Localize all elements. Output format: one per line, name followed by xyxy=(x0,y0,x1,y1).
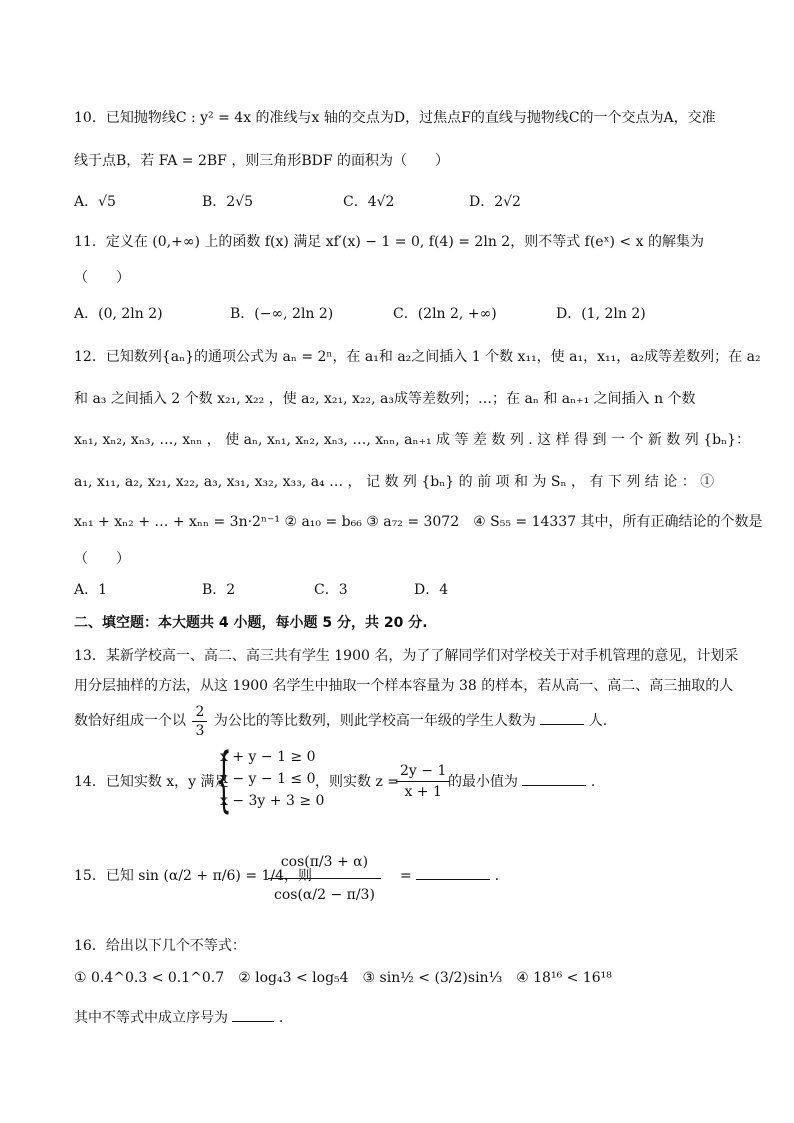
q15-frac-den: cos(α/2 − π/3) xyxy=(274,887,375,903)
q15-post-text: = xyxy=(400,868,412,884)
q12-option-a: A．1 xyxy=(74,582,108,598)
q15-post xyxy=(400,866,499,886)
q10-option-a: A．√5 xyxy=(74,194,116,210)
q14-ineq-2: x − y − 1 ≤ 0 xyxy=(220,771,316,787)
q10-line2: 线于点B，若 FA = 2BF ，则三角形BDF 的面积为（ ） xyxy=(74,153,450,169)
q10-option-b: B．2√5 xyxy=(202,194,254,210)
q10-line1: 10．已知抛物线C : y² = 4x 的准线与x 轴的交点为D，过焦点F的直线与抛物线C的一个交点为A，交准 xyxy=(74,110,716,126)
q12-line4: a₁, x₁₁, a₂, x₂₁, x₂₂, a₃, x₃₁, x₃₂, x₃₃, a₄ … ， 记 数 列 {bₙ} 的 前 项 和 为 Sₙ ， 有 下 列 结 论 ： ① xyxy=(74,474,715,490)
q14-pre: 14．已知实数 x，y 满足 xyxy=(74,774,229,790)
q14-post xyxy=(448,772,595,792)
q14-post-text: 的最小值为 xyxy=(448,774,518,790)
q13-fraction xyxy=(192,703,207,740)
q11-option-b: B．(−∞, 2ln 2) xyxy=(230,306,334,322)
q12-line6: （ ） xyxy=(74,551,130,567)
q13-line3-end: 人. xyxy=(588,713,608,729)
q14-system xyxy=(220,746,324,812)
q14-frac-num: 2y − 1 xyxy=(396,761,450,782)
q13-line3-pre: 数恰好组成一个以 xyxy=(74,713,186,729)
q13-answer-blank[interactable] xyxy=(540,724,584,725)
q14-fraction xyxy=(396,761,450,802)
q15-fraction xyxy=(268,846,381,911)
q16-line2: ① 0.4^0.3 < 0.1^0.7 ② log₄3 < log₅4 ③ sin½ < (3/2)sin⅓ ④ 18¹⁶ < 16¹⁸ xyxy=(74,970,612,986)
q14-ineq-1: x + y − 1 ≥ 0 xyxy=(220,749,316,765)
q12-option-b: B．2 xyxy=(202,582,236,598)
section-heading: 二、填空题：本大题共 4 小题，每小题 5 分，共 20 分. xyxy=(74,615,428,631)
q15-eq: = 1/4，则 xyxy=(245,868,313,884)
q15-frac-num: cos(π/3 + α) xyxy=(268,846,381,879)
q12-option-d: D．4 xyxy=(414,582,449,598)
q12-option-c: C．3 xyxy=(314,582,348,598)
q10-option-d: D．2√2 xyxy=(469,194,521,210)
q12-line3: xₙ₁, xₙ₂, xₙ₃, …, xₙₙ ， 使 aₙ, xₙ₁, xₙ₂, xₙ₃, …, xₙₙ, aₙ₊₁ 成 等 差 数 列 . 这 样 得 到 一 个 新 数 列 {bₙ}： xyxy=(74,432,751,448)
q12-line2: 和 a₃ 之间插入 2 个数 x₂₁, x₂₂ ，使 a₂, x₂₁, x₂₂, a₃成等差数列；…；在 aₙ 和 aₙ₊₁ 之间插入 n 个数 xyxy=(74,391,696,407)
q11-option-d: D．(1, 2ln 2) xyxy=(556,306,646,322)
q15-end: . xyxy=(494,868,500,884)
q14-mid: ，则实数 z = xyxy=(315,774,400,790)
q15-answer-blank[interactable] xyxy=(416,879,490,880)
q11-line1: 11．定义在 (0,+∞) 上的函数 f(x) 满足 xf′(x) − 1 = 0, f(4) = 2ln 2，则不等式 f(eˣ) < x 的解集为 xyxy=(74,234,704,250)
q13-line1: 13．某新学校高一、高二、高三共有学生 1900 名，为了了解同学们对学校关于对手机管理的意见，计划采 xyxy=(74,648,739,664)
q14-ineq-3: x − 3y + 3 ≥ 0 xyxy=(220,793,325,809)
q16-answer-blank[interactable] xyxy=(232,1021,274,1022)
q13-frac-num: 2 xyxy=(192,703,207,722)
q12-line1: 12．已知数列{aₙ}的通项公式为 aₙ = 2ⁿ，在 a₁和 a₂之间插入 1 个数 x₁₁，使 a₁，x₁₁，a₂成等差数列；在 a₂ xyxy=(74,349,761,365)
q16-line3-text: 其中不等式中成立序号为 xyxy=(74,1010,228,1026)
q16-line1: 16．给出以下几个不等式： xyxy=(74,938,246,954)
q14-frac-den: x + 1 xyxy=(404,784,442,800)
q11-option-a: A．(0, 2ln 2) xyxy=(74,306,163,322)
q16-line3 xyxy=(74,1008,724,1028)
q13-frac-den: 3 xyxy=(195,722,205,739)
q13-line3 xyxy=(74,702,724,740)
q13-line3-post: 为公比的等比数列，则此学校高一年级的学生人数为 xyxy=(213,713,536,729)
q16-line3-end: . xyxy=(278,1010,284,1026)
q11-line2: （ ） xyxy=(74,270,130,286)
q15-pre-text: 15．已知 sin xyxy=(74,868,159,884)
q14-answer-blank[interactable] xyxy=(522,785,586,786)
q14-end: . xyxy=(590,774,596,790)
q14-brace: { xyxy=(216,738,232,820)
q10-option-c: C．4√2 xyxy=(343,194,395,210)
q12-line5: xₙ₁ + xₙ₂ + … + xₙₙ = 3n·2ⁿ⁻¹ ② a₁₀ = b₆₆ ③ a₇₂ = 3072 ④ S₅₅ = 14337 其中，所有正确结论的个数是 xyxy=(74,514,763,530)
q13-line2: 用分层抽样的方法，从这 1900 名学生中抽取一个样本容量为 38 的样本，若从高一、高二、高三抽取的人 xyxy=(74,678,734,694)
q11-option-c: C．(2ln 2, +∞) xyxy=(393,306,497,322)
q15-arg: (α/2 + π/6) xyxy=(163,868,241,884)
